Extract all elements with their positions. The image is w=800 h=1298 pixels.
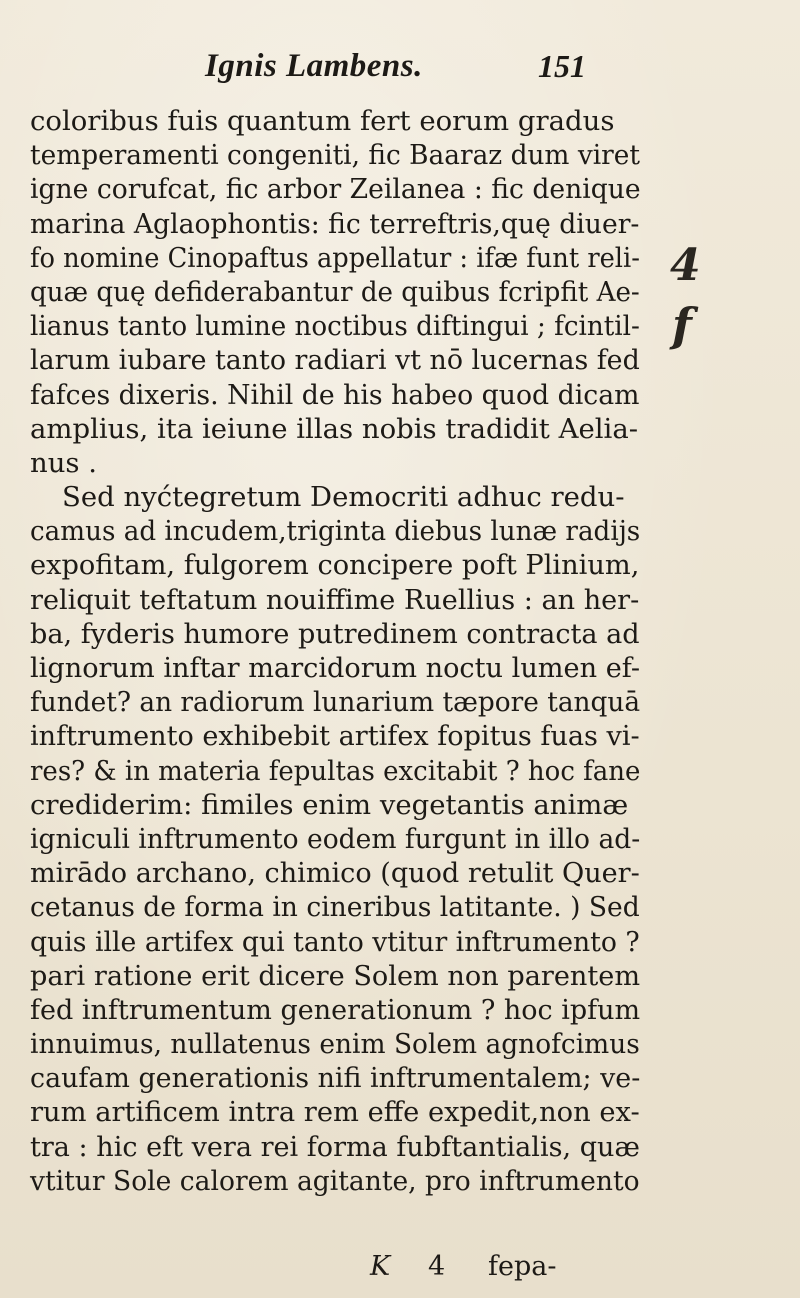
text-line: fundet? an radiorum lunarium tæpore tanquā [30,686,641,719]
catchline [370,1250,620,1284]
text-line: temperamenti congeniti, fic Baaraz dum viret [30,139,640,172]
text-line: nus . [30,446,98,479]
page-number: 151 [538,48,586,84]
handwritten-margin-note: 4 [670,240,701,291]
text-line: crediderim: fimiles enim vegetantis animæ [30,788,629,821]
text-line: ba, fyderis humore putredinem contracta ad [30,617,640,650]
signature-mark: K [370,1251,391,1282]
text-line: reliquit teftatum nouiffime Ruellius : an her- [30,583,640,616]
text-line: lignorum inftar marcidorum noctu lumen ef- [30,652,641,684]
text-line: inftrumento exhibebit artifex fopitus fuas vi- [30,720,640,753]
text-line: lianus tanto lumine noctibus diftingui ; fcintil- [30,310,640,343]
text-line: res? & in materia fepultas excitabit ? hoc fane [30,754,641,787]
text-line: cetanus de forma in cineribus latitante. ) Sed [30,891,640,924]
text-line: tra : hic eft vera rei forma fubftantialis, quæ [30,1130,640,1163]
body-text [30,104,640,1198]
text-line: amplius, ita ieiune illas nobis tradidit Aelia- [30,412,639,445]
text-line: quis ille artifex qui tanto vtitur inftrumento ? [30,925,640,958]
running-title: Ignis Lambens. [205,48,423,84]
margin-notes [660,240,730,380]
text-line: marina Aglaophontis: fic terreftris,quę diuer- [30,207,640,240]
text-line: larum iubare tanto radiari vt nō lucernas fed [30,344,640,377]
text-line: rum artificem intra rem effe expedit,non ex- [30,1096,640,1129]
text-line: fafces dixeris. Nihil de his habeo quod dicam [30,378,640,411]
handwritten-margin-note: f [672,298,692,352]
text-line: igne corufcat, fic arbor Zeilanea : fic denique [30,173,641,206]
text-line: fo nomine Cinopaftus appellatur : ifæ funt reli- [30,241,640,274]
text-line: fed inftrumentum generationum ? hoc ipfum [30,993,641,1026]
running-head [0,42,800,92]
text-line: expofitam, fulgorem concipere poft Plinium, [30,549,640,582]
text-line: Sed nyćtegretum Democriti adhuc redu- [62,481,625,514]
signature-number: 4 [428,1251,446,1282]
text-line: pari ratione erit dicere Solem non parentem [30,959,641,992]
text-line: vtitur Sole calorem agitante, pro inftrumento [30,1164,640,1197]
text-line: igniculi inftrumento eodem furgunt in illo ad- [30,822,641,855]
text-line: quæ quę defiderabantur de quibus fcripfit Ae- [30,275,640,308]
text-line: innuimus, nullatenus enim Solem agnofcimus [30,1028,640,1061]
text-line: mirādo archano, chimico (quod retulit Quer- [30,857,640,890]
catchword: fepa- [488,1251,557,1282]
text-line: caufam generationis nifi inftrumentalem; ve- [30,1062,641,1095]
text-line: camus ad incudem,triginta diebus lunæ radijs [30,515,641,548]
text-line: coloribus fuis quantum fert eorum gradus [30,105,615,137]
